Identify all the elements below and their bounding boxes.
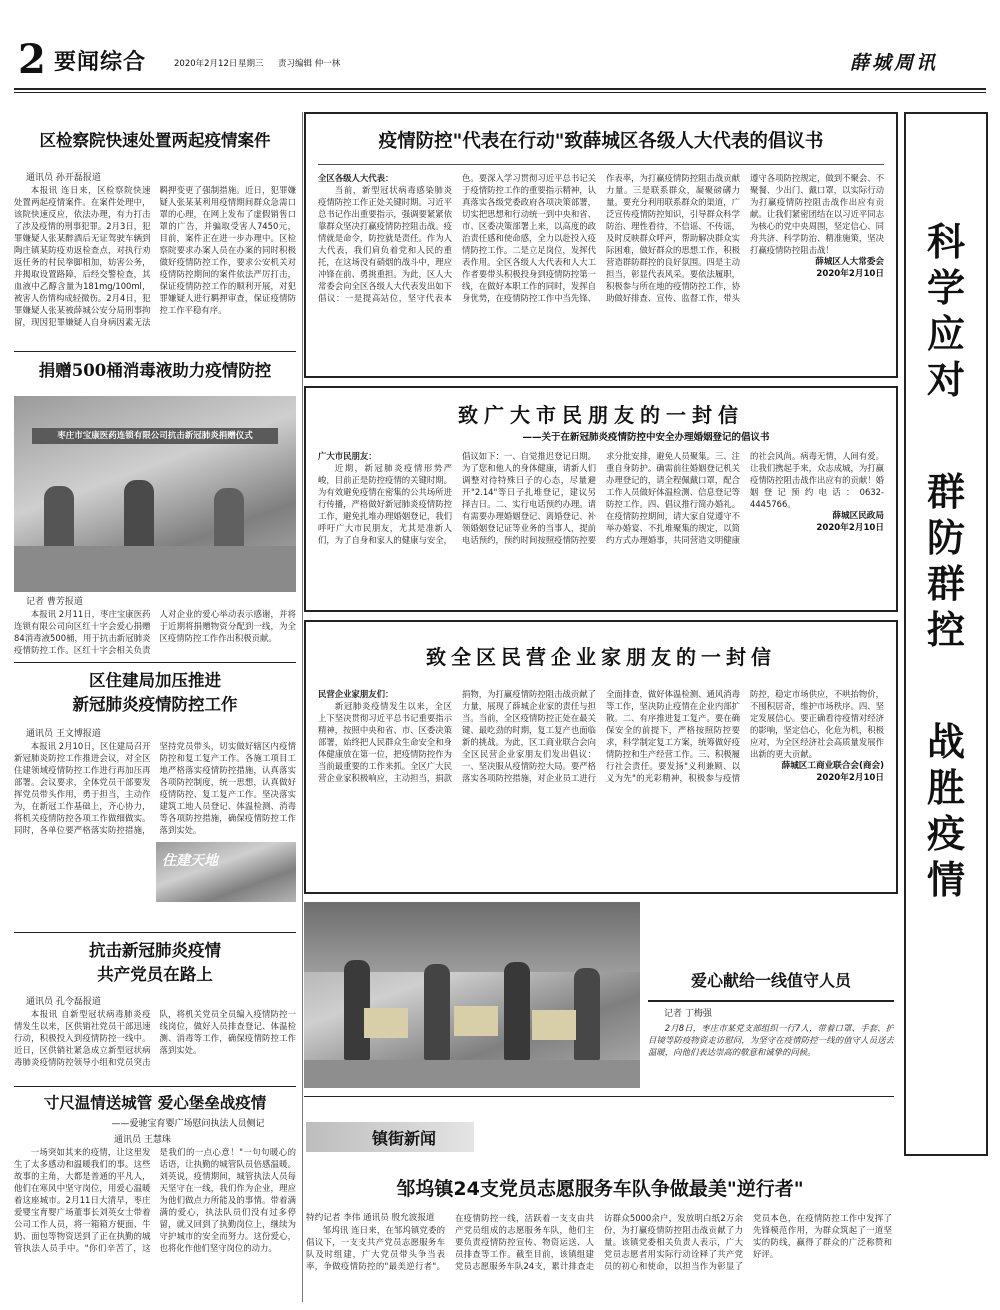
page-number: 2: [18, 36, 46, 83]
letter-1-content: [318, 172, 884, 368]
article-5-body-block: [14, 1134, 296, 1304]
article-5-byline: 通讯员 王慧珠: [114, 1135, 171, 1145]
divider: [14, 932, 296, 933]
letter-1-box: [304, 112, 898, 378]
article-2-byline: 记者 曹芳报道: [26, 597, 83, 607]
paper-name: 薛城周讯: [850, 52, 939, 74]
letter-3-date: 2020年2月10日: [816, 773, 884, 783]
donation-photo: [14, 396, 296, 592]
letter-3-salutation: 民营企业家朋友们：: [318, 689, 394, 699]
letter-1-date: 2020年2月10日: [816, 269, 884, 279]
letter-2-signature: 薛城区民政局: [832, 511, 884, 521]
article-6-headline: 爱心献给一线值守人员: [690, 971, 851, 990]
article-6-block: [648, 902, 894, 1088]
article-3-headline-2: 新冠肺炎疫情防控工作: [72, 695, 238, 714]
article-6-byline: 记者 丁梅强: [664, 1009, 712, 1019]
section-label-box: [306, 1122, 474, 1152]
article-1-headline: 区检察院快速处置两起疫情案件: [39, 131, 271, 150]
divider: [14, 662, 296, 663]
banner-char: 对: [926, 357, 965, 402]
article-3-body: 本报讯 2月10日，区住建局召开新冠肺炎防控工作推进会议，对全区住建领域疫情防控工作进行再加压再部署。会议要求，全体党员干部要发挥党员带头作用，勇于担当，主动作为，在新冠工作基础上，齐心协力，将机关疫情防控各项工作做细做实。同时，各单位要严格落实防控措施，坚持党员带头，切实做好辖区内疫情防控和复工复产工作。各施工项目工地严格落实疫情防控措施，认真落实各项防控制度，统一思想，认真做好疫情防控、复工复产工作。坚决落实建筑工地人员登记、体温检测、消毒等各项防控措施，确保疫情防控工作落到实处。: [14, 741, 296, 835]
volunteers-photo: [304, 902, 640, 1088]
article-1-byline: 通讯员 孙开磊报道: [26, 173, 101, 183]
letter-2-salutation: 广大市民朋友：: [318, 451, 377, 461]
letter-1-signature: 薛城区人大常委会: [815, 257, 884, 267]
banner-char: 群: [926, 469, 965, 514]
letter-1-body: 当前，新型冠状病毒感染肺炎疫情防控工作正处关键时期。习近平总书记作出重要指示，强调要紧紧依靠群众坚决打赢疫情防控阻击战。疫情就是命令，防控就是责任。作为人大代表，我们肩负着党和人民的重托，在这场没有硝烟的战斗中，理应冲锋在前、勇挑重担。为此，区人大常委会向全区各级人大代表发出如下倡议：一是提高站位，坚守代表本色。要深入学习贯彻习近平总书记关于疫情防控工作的重要指示精神，认真落实各级党委政府各项决策部署，切实把思想和行动统一到中央和省、市、区委决策部署上来，以高度的政治责任感和使命感，全力以赴投入疫情防控工作。二是立足岗位，发挥代表作用。全区各级人大代表和人大工作者要带头积极投身到疫情防控第一线，在做好本职工作的同时，发挥自身优势，在疫情防控工作中当先锋、作表率，为打赢疫情防控阻击战贡献力量。三是联系群众，凝聚磅礴力量。要充分利用联系群众的渠道，广泛宣传疫情防控知识，引导群众科学防治、理性看待，不信谣、不传谣，及时反映群众呼声，帮助解决群众实际困难，做好群众的思想工作，积极营造群防群控的良好氛围。四是主动担当，彰显代表风采。要依法履职，积极参与所在地的疫情防控工作，协助做好排查、宣传、监督工作，带头遵守各项防控规定，做到不聚会、不聚餐、少出门、戴口罩，以实际行动为打赢疫情防控阻击战作出应有贡献。让我们紧密团结在以习近平同志为核心的党中央周围，坚定信心、同舟共济、科学防治、精准施策，坚决打赢疫情防控阻击战！: [318, 173, 884, 303]
article-4-headline-2: 共产党员在路上: [97, 965, 213, 984]
letter-3-box: [304, 620, 898, 894]
side-banner: [904, 112, 988, 1156]
photo-caption: 住建天地: [162, 853, 218, 869]
masthead: [14, 36, 986, 83]
banner-char: 疫: [926, 811, 965, 856]
letter-2-content: [318, 450, 884, 604]
article-4-body-block: [14, 996, 296, 1084]
letter-2-headline: 致广大市民朋友的一封信: [458, 403, 744, 427]
divider: [304, 1096, 894, 1097]
banner-char: 学: [926, 265, 965, 310]
issue-editor: 责习编辑 仲一林: [278, 59, 341, 69]
letter-3-headline: 致全区民营企业家朋友的一封信: [426, 645, 776, 669]
section-label: 镇街新闻: [372, 1129, 437, 1148]
banner-char: 控: [926, 607, 965, 652]
divider: [14, 351, 296, 352]
banner-char: 科: [926, 219, 965, 264]
issue-weekday: 星期三: [238, 59, 264, 69]
banner-char: 防: [926, 515, 965, 560]
banner-char: 应: [926, 311, 965, 356]
article-5-subhead: ——爱驰宝育婴广场慰问执法人员侧记: [111, 1119, 265, 1129]
article-4-headline-1: 抗击新冠肺炎疫情: [89, 941, 221, 960]
letter-1-salutation: 全区各级人大代表：: [318, 173, 394, 183]
article-7-content: [306, 1212, 892, 1304]
housing-bureau-photo: [156, 842, 296, 902]
section-title: 要闻综合: [54, 50, 147, 75]
banner-char: 战: [926, 719, 965, 764]
letter-2-subhead: ——关于在新冠肺炎疫情防控中安全办理婚姻登记的倡议书: [522, 432, 770, 443]
masthead-rule: [14, 88, 986, 90]
article-3-headline-1: 区住建局加压推进: [89, 671, 221, 690]
banner-char: 胜: [926, 765, 965, 810]
letter-3-content: [318, 688, 884, 884]
article-5-body: 一场突如其来的疫情，让这里发生了太多感动和温暖我们的事。这些故事的主角，大都是普通的平凡人，他们在寒风中坚守岗位，用爱心温暖着这座城市。2月11日大清早，枣庄爱婴宝育婴广场董事长刘英女士带着公司工作人员，将一箱箱方便面、牛奶、面包等物资送到了正在执勤的城管执法人员手中。"你们辛苦了，这是我们的一点心意！"一句句暖心的话语，让执勤的城管队员倍感温暖。刘英说，疫情期间，城管执法人员每天坚守在一线，我们作为企业，理应为他们做点力所能及的事情。带着满满的爱心，执法队员们没有过多停留，就又回到了执勤岗位上，继续为守护城市的安全而努力。这份爱心，也将化作他们坚守岗位的动力。: [14, 1147, 296, 1253]
article-2-body-block: [14, 596, 296, 656]
column-separator: [302, 112, 303, 1302]
article-7-headline: 邹坞镇24支党员志愿服务车队争做最美"逆行者": [396, 1178, 804, 1200]
issue-date: 2020年2月12日: [174, 59, 238, 69]
article-1-body: 本报讯 连日来，区检察院快速处置两起疫情案件。在案件处理中，该院快速反应，依法办理，有力打击了涉及疫情的刑事犯罪。2月3日，犯罪嫌疑人张某醉酒后无证驾驶车辆到陶庄镇某防疫劝返检查点，对执行劝返任务的村民拳脚相加，妨害公务，并揭取设置路障，后经交警检查，其血液中乙醇含量为181mg/100ml，被害人伤情构成轻微伤。2月4日，犯罪嫌疑人张某被薛城公安分局刑事拘留，现因犯罪嫌疑人自身病因素无法羁押变更了强制措施。近日，犯罪嫌疑人张某某利用疫情期间群众急需口罩的心理，在网上发布了虚假销售口罩的广告，并骗取受害人7450元，目前，案件正在进一步办理中。区检察院要求办案人员在办案的同时积极做好疫情防控工作，要求公安机关对疫情防控期间的案件依法严厉打击，保证疫情防控工作的顺利开展，对犯罪嫌疑人进行羁押审查，保证疫情防控工作平稳有序。: [14, 185, 296, 327]
letter-1-headline: 疫情防控"代表在行动"致薛城区各级人大代表的倡议书: [378, 131, 824, 152]
article-4-body: 本报讯 自新型冠状病毒肺炎疫情发生以来，区供销社党员干部迅速行动，积极投入到疫情防控一线中。近日，区供销社紧急成立新型冠状病毒肺炎疫情防控领导小组和党员突击队，将机关党员全员编入疫情防控一线岗位，做好人员排查登记、体温检测、消毒等工作，确保疫情防控工作落到实处。: [14, 1009, 296, 1067]
letter-3-body: 新冠肺炎疫情发生以来，全区上下坚决贯彻习近平总书记重要指示精神，按照中央和省、市、区委决策部署，始终把人民群众生命安全和身体健康放在第一位，把疫情防控作为当前最重要的工作来抓。全区广大民营企业家积极响应，主动担当，捐款捐物，为打赢疫情防控阻击战贡献了力量，展现了薛城企业家的责任与担当。当前，全区疫情防控正处在最关键、最吃劲的时期，复工复产也面临新的挑战。为此，区工商业联合会向全区民营企业家朋友们发出倡议：一、坚决服从疫情防控大局。要严格落实各项防控措施，对企业员工进行全面排查，做好体温检测、通风消毒等工作，坚决防止疫情在企业内部扩散。二、有序推进复工复产。要在确保安全的前提下，严格按照防控要求，科学制定复工方案，统筹做好疫情防控和生产经营工作。三、积极履行社会责任。要发扬"义利兼顾、以义为先"的光彩精神，积极参与疫情防控，稳定市场供应，不哄抬物价，不囤积居奇，维护市场秩序。四、坚定发展信心。要正确看待疫情对经济的影响，坚定信心，化危为机，积极应对，为全区经济社会高质量发展作出新的更大贡献。: [318, 689, 884, 783]
article-4-byline: 通讯员 孔令磊报道: [26, 997, 101, 1007]
photo-banner: 枣庄市宝康医药连锁有限公司抗击新冠肺炎捐赠仪式: [32, 428, 278, 444]
banner-char: 情: [926, 857, 965, 902]
divider: [14, 1086, 296, 1087]
banner-char: 群: [926, 561, 965, 606]
letter-3-signature: 薛城区工商业联合会(商会): [781, 761, 884, 771]
article-3-byline: 通讯员 王文博报道: [26, 729, 101, 739]
article-1-body-block: [14, 172, 296, 372]
article-7-byline: 特约记者 李伟 通讯员 殷允波报道: [306, 1213, 435, 1223]
article-5-headline: 寸尺温情送城管 爱心堡垒战疫情: [43, 1093, 267, 1112]
letter-2-body: 近期，新冠肺炎疫情形势严峻，目前正是防控疫情的关键时期。为有效避免疫情在密集的公共场所进行传播，严格做好新冠肺炎疫情防控工作，避免扎堆办理婚姻登记，我们呼吁广大市民朋友，尤其是准新人们，为了自身和家人的健康与安全，倡议如下：一、自觉推迟登记日期。为了您和他人的身体健康，请新人们调整对待特殊日子的心态，尽量避开"2.14"等日子扎堆登记，建议另择吉日。二、实行电话预约办理。请有需要办理婚姻登记、离婚登记、补领婚姻登记证等业务的当事人，提前电话预约，预约时间按照疫情防控要求分批安排，避免人员聚集。三、注重自身防护。确需前往婚姻登记机关办理登记的，请全程佩戴口罩，配合工作人员做好体温检测、信息登记等防控工作。四、倡议推行简办婚礼。在疫情防控期间，请大家自觉遵守不举办婚宴、不扎堆聚集的规定，以简约方式办理婚事，共同营造文明健康的社会风尚。病毒无情，人间有爱。让我们携起手来，众志成城，为打赢疫情防控阻击战作出应有的贡献！婚姻登记预约电话：0632-4445766。: [318, 451, 884, 545]
article-7-body: 邹坞讯 连日来，在邹坞镇党委的倡议下，一支支共产党员志愿服务车队及时组建，广大党员带头争当表率，争做疫情防控的"最美逆行者"。在疫情防控一线，活跃着一支支由共产党员组成的志愿服务车队，他们主要负责疫情防控宣传、物资运送、人员排查等工作。截至目前，该镇组建党员志愿服务车队24支，累计排查走访群众5000余户，发放明白纸2万余份，为打赢疫情防控阻击战贡献了力量。该镇党委相关负责人表示，广大党员志愿者用实际行动诠释了共产党员的初心和使命，以担当作为彰显了党员本色，在疫情防控工作中发挥了先锋模范作用，为群众筑起了一道坚实的防线，赢得了群众的广泛称赞和好评。: [306, 1213, 892, 1271]
letter-2-box: [304, 386, 898, 612]
article-6-body: 2月8日，枣庄市某党支部组织一行7人，带着口罩、手套、护目镜等防疫物资走访慰问，为坚守在疫情防控一线的值守人员送去温暖，向他们表达崇高的敬意和诚挚的问候。: [648, 1023, 894, 1057]
letter-2-date: 2020年2月10日: [816, 523, 884, 533]
masthead-rule-thin: [14, 92, 986, 93]
article-2-body: 本报讯 2月11日，枣庄宝康医药连锁有限公司向区红十字会爱心捐赠84消毒液500桶，用于抗击新冠肺炎疫情防控工作。区红十字会相关负责人对企业的爱心举动表示感谢，并将于近期将捐赠物资分配到一线，为全区疫情防控工作作出积极贡献。: [14, 609, 296, 655]
article-2-headline: 捐赠500桶消毒液助力疫情防控: [38, 361, 272, 380]
